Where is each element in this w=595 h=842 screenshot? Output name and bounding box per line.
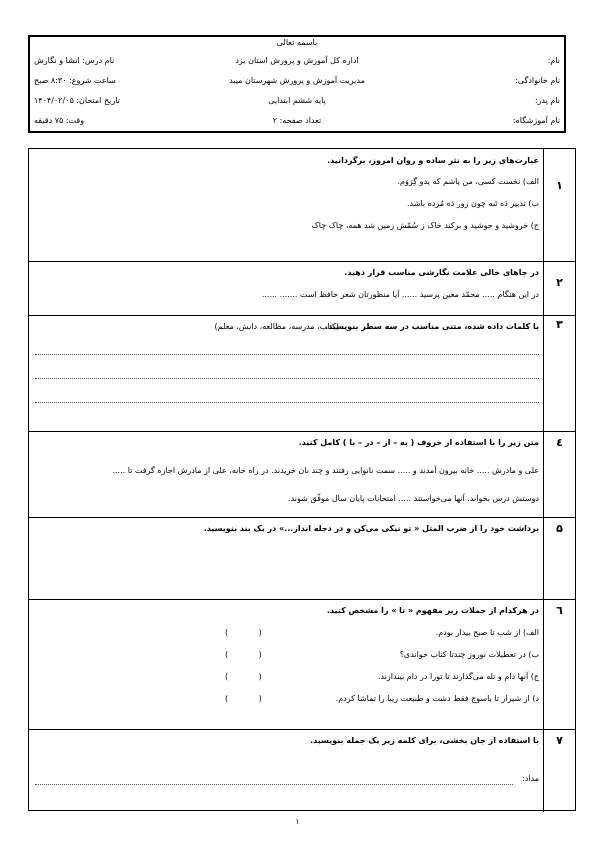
- question-title: در هرکدام از جملات زیر مفهوم « تا » را مشخص کنید.: [326, 606, 539, 615]
- father-name-field: نام پدر:: [534, 96, 560, 105]
- question-line: دوستش درس بخواند. آنها می‌خواستند ..... امتحانات پایان سال موفّق شوند.: [288, 494, 539, 503]
- student-name-field: نام:: [547, 56, 560, 65]
- answer-parens[interactable]: ( ): [225, 672, 262, 681]
- department-name: مدیریت آموزش و پرورش شهرستان میبد: [229, 76, 365, 85]
- office-name: اداره کل آموزش و پرورش استان یزد: [235, 56, 359, 65]
- question-number: ۷: [543, 730, 575, 812]
- question-body: [35, 149, 539, 261]
- question-row: [29, 599, 575, 729]
- answer-parens[interactable]: ( ): [225, 628, 262, 637]
- answer-parens[interactable]: ( ): [225, 650, 262, 659]
- answer-line[interactable]: [35, 378, 539, 379]
- question-line: ب) تدبیر دَه تَنه چون زور دَه مُرده باشد.: [406, 199, 539, 208]
- question-line: الف) نخست کسی، من یاشم که یدو گِرَوَم.: [397, 177, 539, 186]
- exam-duration: وقت: ۷۵ دقیقه: [34, 116, 85, 125]
- question-number: ۳: [543, 316, 575, 431]
- grade-level: پایه ششم ابتدایی: [268, 96, 326, 105]
- question-title: در جاهای خالی علامت نگارشی مناسب قرار دهید.: [344, 268, 539, 277]
- header-row: [30, 113, 564, 129]
- family-name-field: نام خانوادگی:: [515, 76, 560, 85]
- header-row: [30, 73, 564, 89]
- page-number: ۱: [295, 817, 300, 826]
- question-number: ۵: [543, 518, 575, 599]
- question-row: [29, 315, 575, 431]
- exam-header: [28, 35, 566, 133]
- school-name-field: نام آموزشگاه:: [512, 116, 560, 125]
- header-row: [30, 53, 564, 69]
- question-number: ٤: [543, 432, 575, 517]
- question-number: ٦: [543, 600, 575, 729]
- question-title: برداشت خود را از ضرب المثل « تو نیکی می‌کن و در دجله انداز...» در یک بند بنویسید.: [203, 524, 539, 533]
- question-body: [35, 432, 539, 517]
- question-line: ب) در تعطیلات نوروز چندتا کتاب خواندی؟: [399, 650, 539, 659]
- question-line: علی و مادرش ..... خانه بیرون آمدند و ..... سمت نانوایی رفتند و چند نان خریدند. در راه خانه، علی از مادرش اجازه گرفت تا .....: [112, 466, 539, 475]
- question-number: ۱: [543, 149, 575, 261]
- question-line: الف) از شب تا صبح بیدار بودم.: [435, 628, 539, 637]
- question-line: در این هنگام ..... محمّد معین پرسید ...... آیا منظورتان شعر حافظ است ....... ......: [261, 290, 539, 299]
- answer-parens[interactable]: ( ): [225, 694, 262, 703]
- question-title: با کلمات داده شده، متنی مناسب در سه سطر بنویسید.: [325, 322, 539, 331]
- question-body: [35, 518, 539, 599]
- exam-date: تاریخ امتحان: ۱۴۰۴/۰۲/۰۵: [34, 96, 120, 105]
- answer-line[interactable]: [35, 784, 513, 785]
- answer-line[interactable]: [35, 354, 539, 355]
- question-body: [35, 600, 539, 729]
- question-line: ج) خروشید و جوشید و برکند خاک ز سُمّش زمین شد همه، چاک چاک: [311, 221, 539, 230]
- question-body: [35, 316, 539, 431]
- course-name: نام درس: انشا و نگارش: [34, 56, 115, 65]
- start-time: ساعت شروع: ۸:۳۰ صبح: [34, 76, 116, 85]
- question-title: با استفاده از جان بخشی، برای کلمه زیر یک جمله بنویسید.: [310, 736, 539, 745]
- question-row: [29, 729, 575, 812]
- question-row: [29, 261, 575, 315]
- question-body: [35, 730, 539, 812]
- question-title: عبارت‌های زیر را به نثر ساده و روان امروز، برگردانید.: [327, 156, 539, 165]
- question-title: متن زیر را با استفاده از حروف ( به – از – در – با ) کامل کنید.: [298, 438, 539, 447]
- questions-table: [28, 148, 576, 811]
- question-row: [29, 517, 575, 599]
- question-row: [29, 431, 575, 517]
- page-count: تعداد صفحه: ۲: [272, 116, 322, 125]
- question-line: ج) آنها دام و تله می‌گذارند تا تورا در دام بیندازند.: [377, 672, 539, 681]
- question-number: ۲: [543, 262, 575, 315]
- question-row: [29, 149, 575, 261]
- question-body: [35, 262, 539, 315]
- header-title: باسمه تعالی: [276, 38, 318, 47]
- word-list: (کتاب، مدرسه، مطالعه، دانش، معلم): [214, 322, 339, 331]
- header-row: [30, 93, 564, 109]
- answer-line[interactable]: [35, 402, 539, 403]
- question-line: د) از شیراز تا یاسوج فقط دشت و طبیعت زیبا را تماشا کردم.: [335, 694, 539, 703]
- question-line: مداد:: [522, 774, 539, 783]
